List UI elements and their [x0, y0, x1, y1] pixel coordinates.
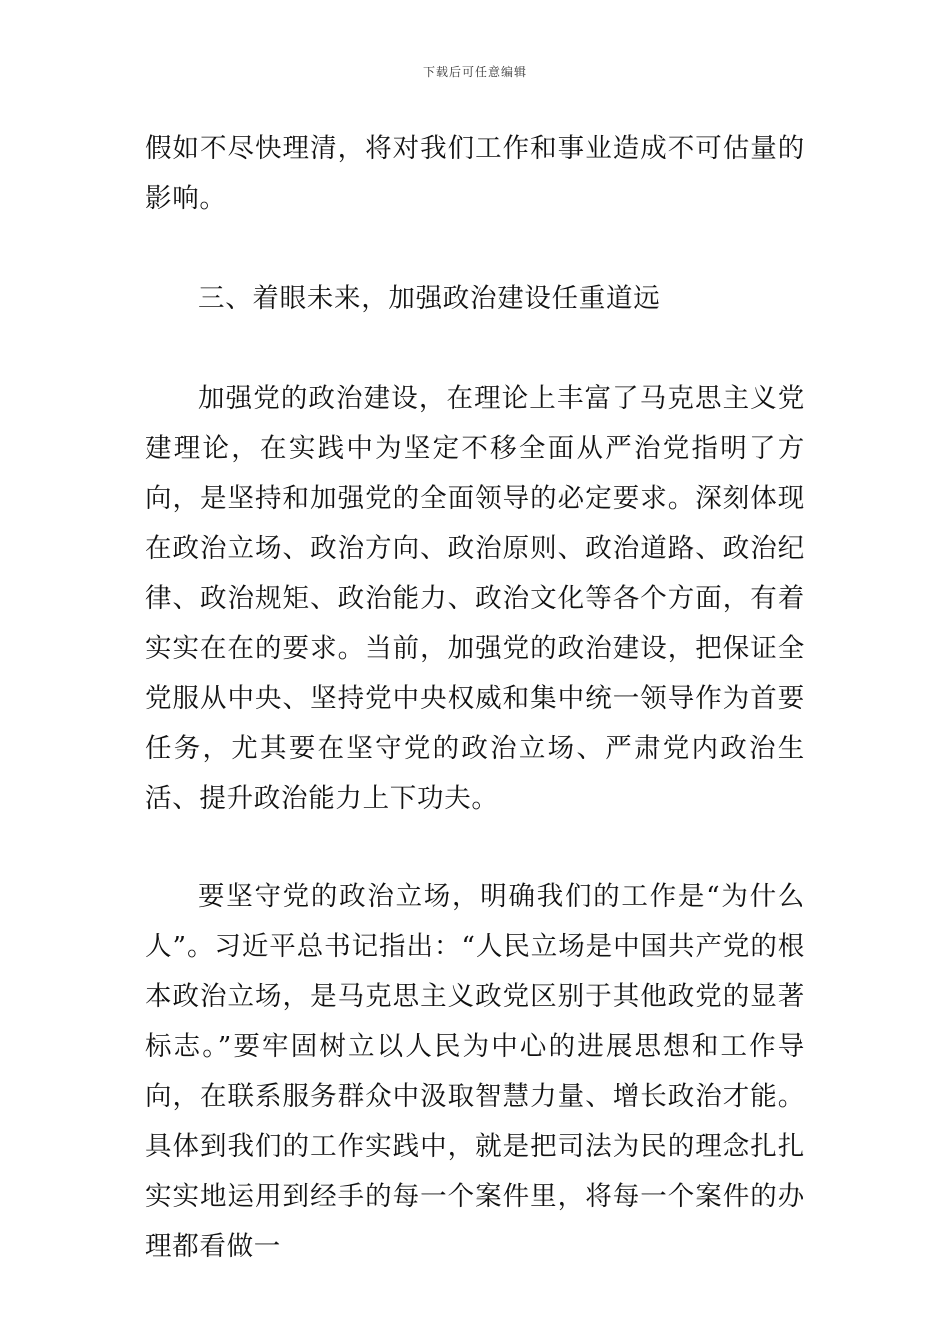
- paragraph-political-building: 加强党的政治建设，在理论上丰富了马克思主义党建理论，在实践中为坚定不移全面从严治党指明了方向，是坚持和加强党的全面领导的必定要求。深刻体现在政治立场、政治方向、政治原则、政治道路、政治纪律、政治规矩、政治能力、政治文化等各个方面，有着实实在在的要求。当前，加强党的政治建设，把保证全党服从中央、坚持党中央权威和集中统一领导作为首要任务，尤其要在坚守党的政治立场、严肃党内政治生活、提升政治能力上下功夫。: [145, 383, 805, 814]
- page-header: 下载后可任意编辑: [422, 65, 527, 79]
- section-heading: 三、着眼未来，加强政治建设任重道远: [198, 283, 661, 314]
- paragraph-political-stance: 要坚守党的政治立场，明确我们的工作是“为什么人”。习近平总书记指出：“人民立场是中国共产党的根本政治立场，是马克思主义政党区别于其他政党的显著标志。”要牢固树立以人民为中心的进展思想和工作导向，在联系服务群众中汲取智慧力量、增长政治才能。具体到我们的工作实践中，就是把司法为民的理念扎扎实实地运用到经手的每一个案件里，将每一个案件的办理都看做一: [145, 881, 805, 1262]
- paragraph-continuation: 假如不尽快理清，将对我们工作和事业造成不可估量的影响。: [145, 133, 805, 214]
